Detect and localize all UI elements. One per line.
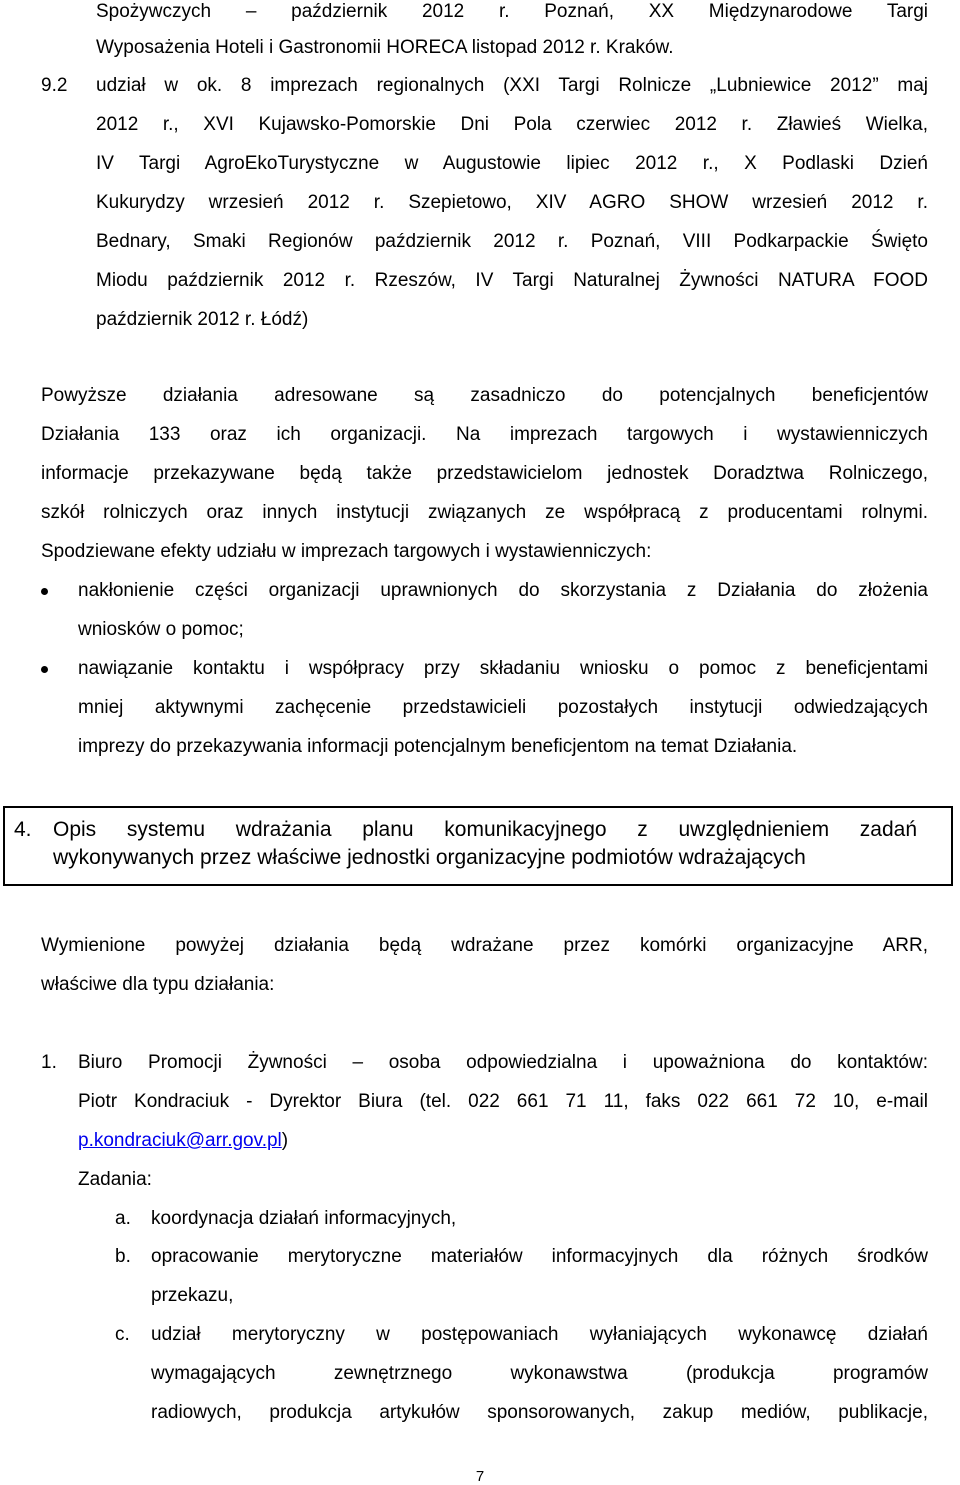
- unit-1-line-1: Biuro Promocji Żywności – osoba odpowiedzialna i upoważniona do kontaktów:: [78, 1052, 928, 1073]
- task-b-letter: b.: [115, 1246, 131, 1267]
- task-c-line-1: udział merytoryczny w postępowaniach wyłaniających wykonawcę działań: [151, 1324, 928, 1345]
- bullet-1-line-2: wniosków o pomoc;: [78, 619, 244, 640]
- paragraph-line-5: Spodziewane efekty udziału w imprezach targowych i wystawienniczych:: [41, 541, 652, 562]
- task-b-line-2: przekazu,: [151, 1285, 234, 1306]
- task-c-line-2: wymagających zewnętrznego wykonawstwa (produkcja programów: [151, 1363, 928, 1384]
- item-9-2-line-1: udział w ok. 8 imprezach regionalnych (XXI Targi Rolnicze „Lubniewice 2012” maj: [96, 75, 928, 96]
- paragraph-line-2: Działania 133 oraz ich organizacji. Na imprezach targowych i wystawienniczych: [41, 424, 928, 445]
- section-heading-line-1: Opis systemu wdrażania planu komunikacyjnego z uwzględnieniem zadań: [53, 818, 917, 841]
- bullet-icon: [41, 666, 48, 673]
- bullet-2-line-3: imprezy do przekazywania informacji potencjalnym beneficjentom na temat Działania.: [78, 736, 798, 757]
- email-close-paren: ): [281, 1130, 289, 1151]
- bullet-1-line-1: nakłonienie części organizacji uprawnionych do skorzystania z Działania do złożenia: [78, 580, 928, 601]
- unit-1-line-2: Piotr Kondraciuk - Dyrektor Biura (tel. 022 661 71 11, faks 022 661 72 10, e-mail: [78, 1091, 928, 1112]
- task-a-line-1: koordynacja działań informacyjnych,: [151, 1208, 457, 1229]
- intro-line-1: Wymienione powyżej działania będą wdrażane przez komórki organizacyjne ARR,: [41, 935, 928, 956]
- bullet-2-line-1: nawiązanie kontaktu i współpracy przy składaniu wniosku o pomoc z beneficjentami: [78, 658, 928, 679]
- page-number: 7: [475, 1468, 485, 1485]
- item-9-2-line-5: Bednary, Smaki Regionów październik 2012 r. Poznań, VIII Podkarpackie Święto: [96, 231, 928, 252]
- bullet-icon: [41, 588, 48, 595]
- unit-1-number: 1.: [41, 1052, 57, 1073]
- item-9-2-line-6: Miodu październik 2012 r. Rzeszów, IV Targi Naturalnej Żywności NATURA FOOD: [96, 270, 928, 291]
- item-9-2-line-2: 2012 r., XVI Kujawsko-Pomorskie Dni Pola czerwiec 2012 r. Zławieś Wielka,: [96, 114, 928, 135]
- tasks-label: Zadania:: [78, 1169, 152, 1190]
- task-c-line-3: radiowych, produkcja artykułów sponsorowanych, zakup mediów, publikacje,: [151, 1402, 928, 1423]
- item-number-9-2: 9.2: [41, 75, 68, 96]
- email-link[interactable]: p.kondraciuk@arr.gov.pl: [78, 1130, 282, 1151]
- paragraph-line-4: szkół rolniczych oraz innych instytucji związanych ze współpracą z producentami rolnymi.: [41, 502, 928, 523]
- section-heading-line-2: wykonywanych przez właściwe jednostki organizacyjne podmiotów wdrażających: [53, 846, 806, 869]
- task-c-letter: c.: [115, 1324, 130, 1345]
- intro-line-2: właściwe dla typu działania:: [41, 974, 275, 995]
- paragraph-line-3: informacje przekazywane będą także przedstawicielom jednostek Doradztwa Rolniczego,: [41, 463, 928, 484]
- task-b-line-1: opracowanie merytoryczne materiałów informacyjnych dla różnych środków: [151, 1246, 928, 1267]
- item-9-2-line-7: październik 2012 r. Łódź): [96, 309, 309, 330]
- events-continuation-line-2: Wyposażenia Hoteli i Gastronomii HORECA listopad 2012 r. Kraków.: [96, 37, 674, 58]
- section-heading-number: 4.: [14, 818, 32, 841]
- task-a-letter: a.: [115, 1208, 131, 1229]
- paragraph-line-1: Powyższe działania adresowane są zasadniczo do potencjalnych beneficjentów: [41, 385, 928, 406]
- item-9-2-line-3: IV Targi AgroEkoTurystyczne w Augustowie lipiec 2012 r., X Podlaski Dzień: [96, 153, 928, 174]
- item-9-2-line-4: Kukurydzy wrzesień 2012 r. Szepietowo, XIV AGRO SHOW wrzesień 2012 r.: [96, 192, 928, 213]
- events-continuation-line-1: Spożywczych – październik 2012 r. Poznań, XX Międzynarodowe Targi: [96, 1, 928, 22]
- unit-1-email-line: [78, 1129, 288, 1153]
- bullet-2-line-2: mniej aktywnymi zachęcenie przedstawicieli pozostałych instytucji odwiedzających: [78, 697, 928, 718]
